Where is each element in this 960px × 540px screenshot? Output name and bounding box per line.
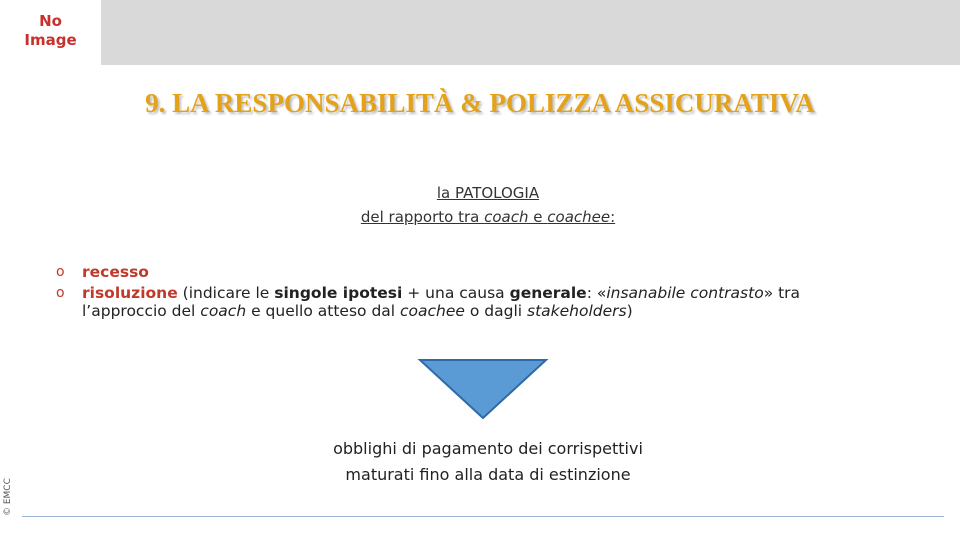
subheading-line-1: la PATOLOGIA (436, 184, 540, 202)
down-arrow-icon (417, 358, 549, 420)
list-item (56, 283, 916, 319)
bullet-marker: o (56, 264, 65, 280)
result-text (288, 436, 688, 488)
bullet-list (56, 262, 916, 319)
top-banner (0, 0, 960, 65)
no-image-logo: No Image (24, 12, 77, 49)
subheading (0, 181, 960, 229)
logo-placeholder (0, 0, 101, 65)
result-line-2: maturati fino alla data di estinzione (345, 465, 631, 484)
copyright-note: © EMCC (3, 478, 13, 516)
bullet-recesso: recesso (82, 263, 149, 281)
result-line-1: obblighi di pagamento dei corrispettivi (333, 439, 643, 458)
list-item (56, 262, 916, 283)
bullet-risoluzione: risoluzione (indicare le singole ipotesi + una causa generale: «insanabile contrasto» tra (82, 284, 801, 302)
footer-divider (22, 516, 944, 517)
slide-title: 9. LA RESPONSABILITÀ & POLIZZA ASSICURATIVA (145, 88, 815, 118)
bullet-continuation: l’approccio del coach e quello atteso dal coachee o dagli stakeholders) (82, 302, 633, 320)
bullet-marker: o (56, 285, 65, 301)
subheading-line-2: del rapporto tra coach e coachee: (360, 208, 616, 226)
